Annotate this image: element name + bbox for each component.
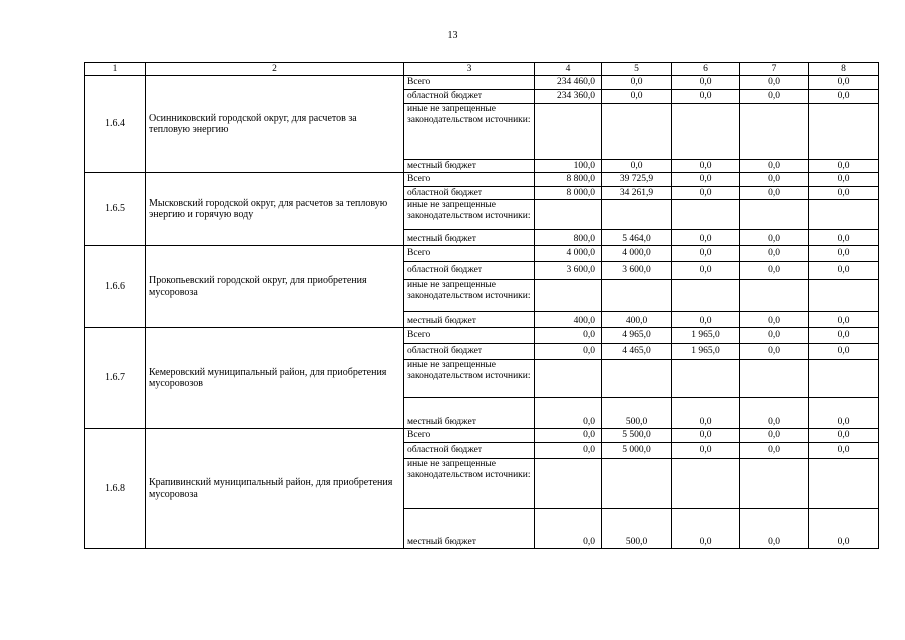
value-cell — [809, 280, 879, 312]
funding-source: иные не запрещенные законодательством источники: — [404, 200, 535, 230]
value-cell: 0,0 — [672, 90, 740, 104]
value-cell — [535, 200, 602, 230]
header-cell: 2 — [146, 63, 404, 76]
header-cell: 8 — [809, 63, 879, 76]
value-cell — [535, 280, 602, 312]
value-cell: 0,0 — [672, 230, 740, 246]
value-cell: 0,0 — [740, 187, 809, 200]
value-cell: 0,0 — [672, 262, 740, 280]
value-cell: 0,0 — [535, 344, 602, 360]
value-cell — [740, 104, 809, 160]
value-cell: 0,0 — [740, 312, 809, 328]
item-number: 1.6.5 — [85, 173, 146, 246]
value-cell: 3 600,0 — [535, 262, 602, 280]
value-cell: 4 465,0 — [602, 344, 672, 360]
header-cell: 4 — [535, 63, 602, 76]
value-cell: 0,0 — [602, 76, 672, 90]
value-cell: 400,0 — [535, 312, 602, 328]
value-cell: 4 965,0 — [602, 328, 672, 344]
value-cell — [740, 200, 809, 230]
value-cell — [809, 459, 879, 509]
funding-source: иные не запрещенные законодательством источники: — [404, 104, 535, 160]
value-cell: 0,0 — [602, 90, 672, 104]
funding-source: Всего — [404, 328, 535, 344]
value-cell — [602, 104, 672, 160]
value-cell — [740, 280, 809, 312]
header-cell: 7 — [740, 63, 809, 76]
funding-source: Всего — [404, 246, 535, 262]
item-name: Крапивинский муниципальный район, для приобретения мусоровоза — [146, 429, 404, 549]
value-cell: 0,0 — [809, 76, 879, 90]
value-cell: 0,0 — [740, 173, 809, 187]
funding-source: областной бюджет — [404, 262, 535, 280]
value-cell — [672, 360, 740, 398]
value-cell: 0,0 — [809, 443, 879, 459]
value-cell: 5 500,0 — [602, 429, 672, 443]
value-cell: 0,0 — [740, 328, 809, 344]
table-row — [85, 173, 879, 187]
value-cell: 500,0 — [602, 509, 672, 549]
table-row — [85, 328, 879, 344]
funding-source: местный бюджет — [404, 230, 535, 246]
value-cell — [809, 104, 879, 160]
value-cell: 0,0 — [809, 429, 879, 443]
value-cell: 0,0 — [740, 76, 809, 90]
value-cell — [672, 280, 740, 312]
value-cell: 0,0 — [535, 443, 602, 459]
value-cell — [672, 104, 740, 160]
value-cell: 0,0 — [809, 262, 879, 280]
value-cell: 0,0 — [809, 509, 879, 549]
value-cell: 8 000,0 — [535, 187, 602, 200]
value-cell: 0,0 — [809, 230, 879, 246]
value-cell: 0,0 — [740, 509, 809, 549]
header-cell: 1 — [85, 63, 146, 76]
header-cell: 6 — [672, 63, 740, 76]
value-cell: 0,0 — [672, 429, 740, 443]
item-name: Мысковский городской округ, для расчетов за тепловую энергию и горячую воду — [146, 173, 404, 246]
value-cell: 400,0 — [602, 312, 672, 328]
value-cell — [740, 459, 809, 509]
header-cell: 3 — [404, 63, 535, 76]
item-name: Кемеровский муниципальный район, для приобретения мусоровозов — [146, 328, 404, 429]
funding-source: иные не запрещенные законодательством источники: — [404, 280, 535, 312]
funding-source: местный бюджет — [404, 509, 535, 549]
header-row — [85, 63, 879, 76]
value-cell: 0,0 — [809, 187, 879, 200]
funding-source: Всего — [404, 429, 535, 443]
value-cell — [535, 360, 602, 398]
value-cell: 0,0 — [740, 230, 809, 246]
value-cell: 0,0 — [672, 443, 740, 459]
value-cell: 1 965,0 — [672, 344, 740, 360]
value-cell: 4 000,0 — [535, 246, 602, 262]
value-cell: 0,0 — [809, 160, 879, 173]
value-cell — [535, 104, 602, 160]
value-cell: 5 464,0 — [602, 230, 672, 246]
value-cell: 0,0 — [535, 429, 602, 443]
value-cell: 100,0 — [535, 160, 602, 173]
value-cell: 234 360,0 — [535, 90, 602, 104]
value-cell: 0,0 — [809, 344, 879, 360]
table-row — [85, 246, 879, 262]
funding-source: областной бюджет — [404, 344, 535, 360]
item-number: 1.6.7 — [85, 328, 146, 429]
funding-source: местный бюджет — [404, 398, 535, 429]
value-cell — [602, 459, 672, 509]
page-number: 13 — [447, 30, 458, 41]
value-cell: 34 261,9 — [602, 187, 672, 200]
value-cell: 0,0 — [535, 398, 602, 429]
value-cell: 0,0 — [740, 262, 809, 280]
funding-source: областной бюджет — [404, 443, 535, 459]
item-name: Прокопьевский городской округ, для приобретения мусоровоза — [146, 246, 404, 328]
value-cell: 39 725,9 — [602, 173, 672, 187]
value-cell — [535, 459, 602, 509]
value-cell — [672, 200, 740, 230]
table-row — [85, 76, 879, 90]
value-cell: 0,0 — [672, 246, 740, 262]
table-row — [85, 429, 879, 443]
value-cell — [672, 459, 740, 509]
value-cell: 0,0 — [809, 312, 879, 328]
funding-source: местный бюджет — [404, 160, 535, 173]
value-cell: 500,0 — [602, 398, 672, 429]
budget-table — [84, 62, 879, 549]
value-cell: 0,0 — [740, 246, 809, 262]
value-cell: 0,0 — [602, 160, 672, 173]
value-cell: 0,0 — [740, 429, 809, 443]
value-cell: 0,0 — [535, 509, 602, 549]
value-cell: 1 965,0 — [672, 328, 740, 344]
value-cell: 0,0 — [809, 328, 879, 344]
value-cell: 0,0 — [535, 328, 602, 344]
value-cell: 0,0 — [740, 443, 809, 459]
value-cell: 0,0 — [809, 246, 879, 262]
funding-source: областной бюджет — [404, 90, 535, 104]
funding-source: областной бюджет — [404, 187, 535, 200]
value-cell: 3 600,0 — [602, 262, 672, 280]
value-cell: 0,0 — [809, 90, 879, 104]
value-cell: 0,0 — [740, 398, 809, 429]
value-cell: 0,0 — [672, 187, 740, 200]
item-number: 1.6.6 — [85, 246, 146, 328]
header-cell: 5 — [602, 63, 672, 76]
value-cell: 800,0 — [535, 230, 602, 246]
value-cell — [809, 360, 879, 398]
value-cell — [809, 200, 879, 230]
value-cell: 0,0 — [809, 398, 879, 429]
funding-source: иные не запрещенные законодательством источники: — [404, 360, 535, 398]
funding-source: иные не запрещенные законодательством источники: — [404, 459, 535, 509]
value-cell: 0,0 — [740, 160, 809, 173]
value-cell: 0,0 — [672, 76, 740, 90]
funding-source: Всего — [404, 173, 535, 187]
value-cell: 8 800,0 — [535, 173, 602, 187]
funding-source: Всего — [404, 76, 535, 90]
value-cell: 234 460,0 — [535, 76, 602, 90]
value-cell — [602, 200, 672, 230]
funding-source: местный бюджет — [404, 312, 535, 328]
value-cell — [602, 280, 672, 312]
value-cell: 0,0 — [740, 344, 809, 360]
item-number: 1.6.4 — [85, 76, 146, 173]
value-cell: 0,0 — [740, 90, 809, 104]
value-cell: 4 000,0 — [602, 246, 672, 262]
value-cell: 0,0 — [672, 398, 740, 429]
value-cell — [602, 360, 672, 398]
value-cell: 0,0 — [672, 160, 740, 173]
item-number: 1.6.8 — [85, 429, 146, 549]
item-name: Осинниковский городской округ, для расчетов за тепловую энергию — [146, 76, 404, 173]
value-cell — [740, 360, 809, 398]
value-cell: 5 000,0 — [602, 443, 672, 459]
value-cell: 0,0 — [672, 173, 740, 187]
value-cell: 0,0 — [672, 312, 740, 328]
value-cell: 0,0 — [672, 509, 740, 549]
value-cell: 0,0 — [809, 173, 879, 187]
